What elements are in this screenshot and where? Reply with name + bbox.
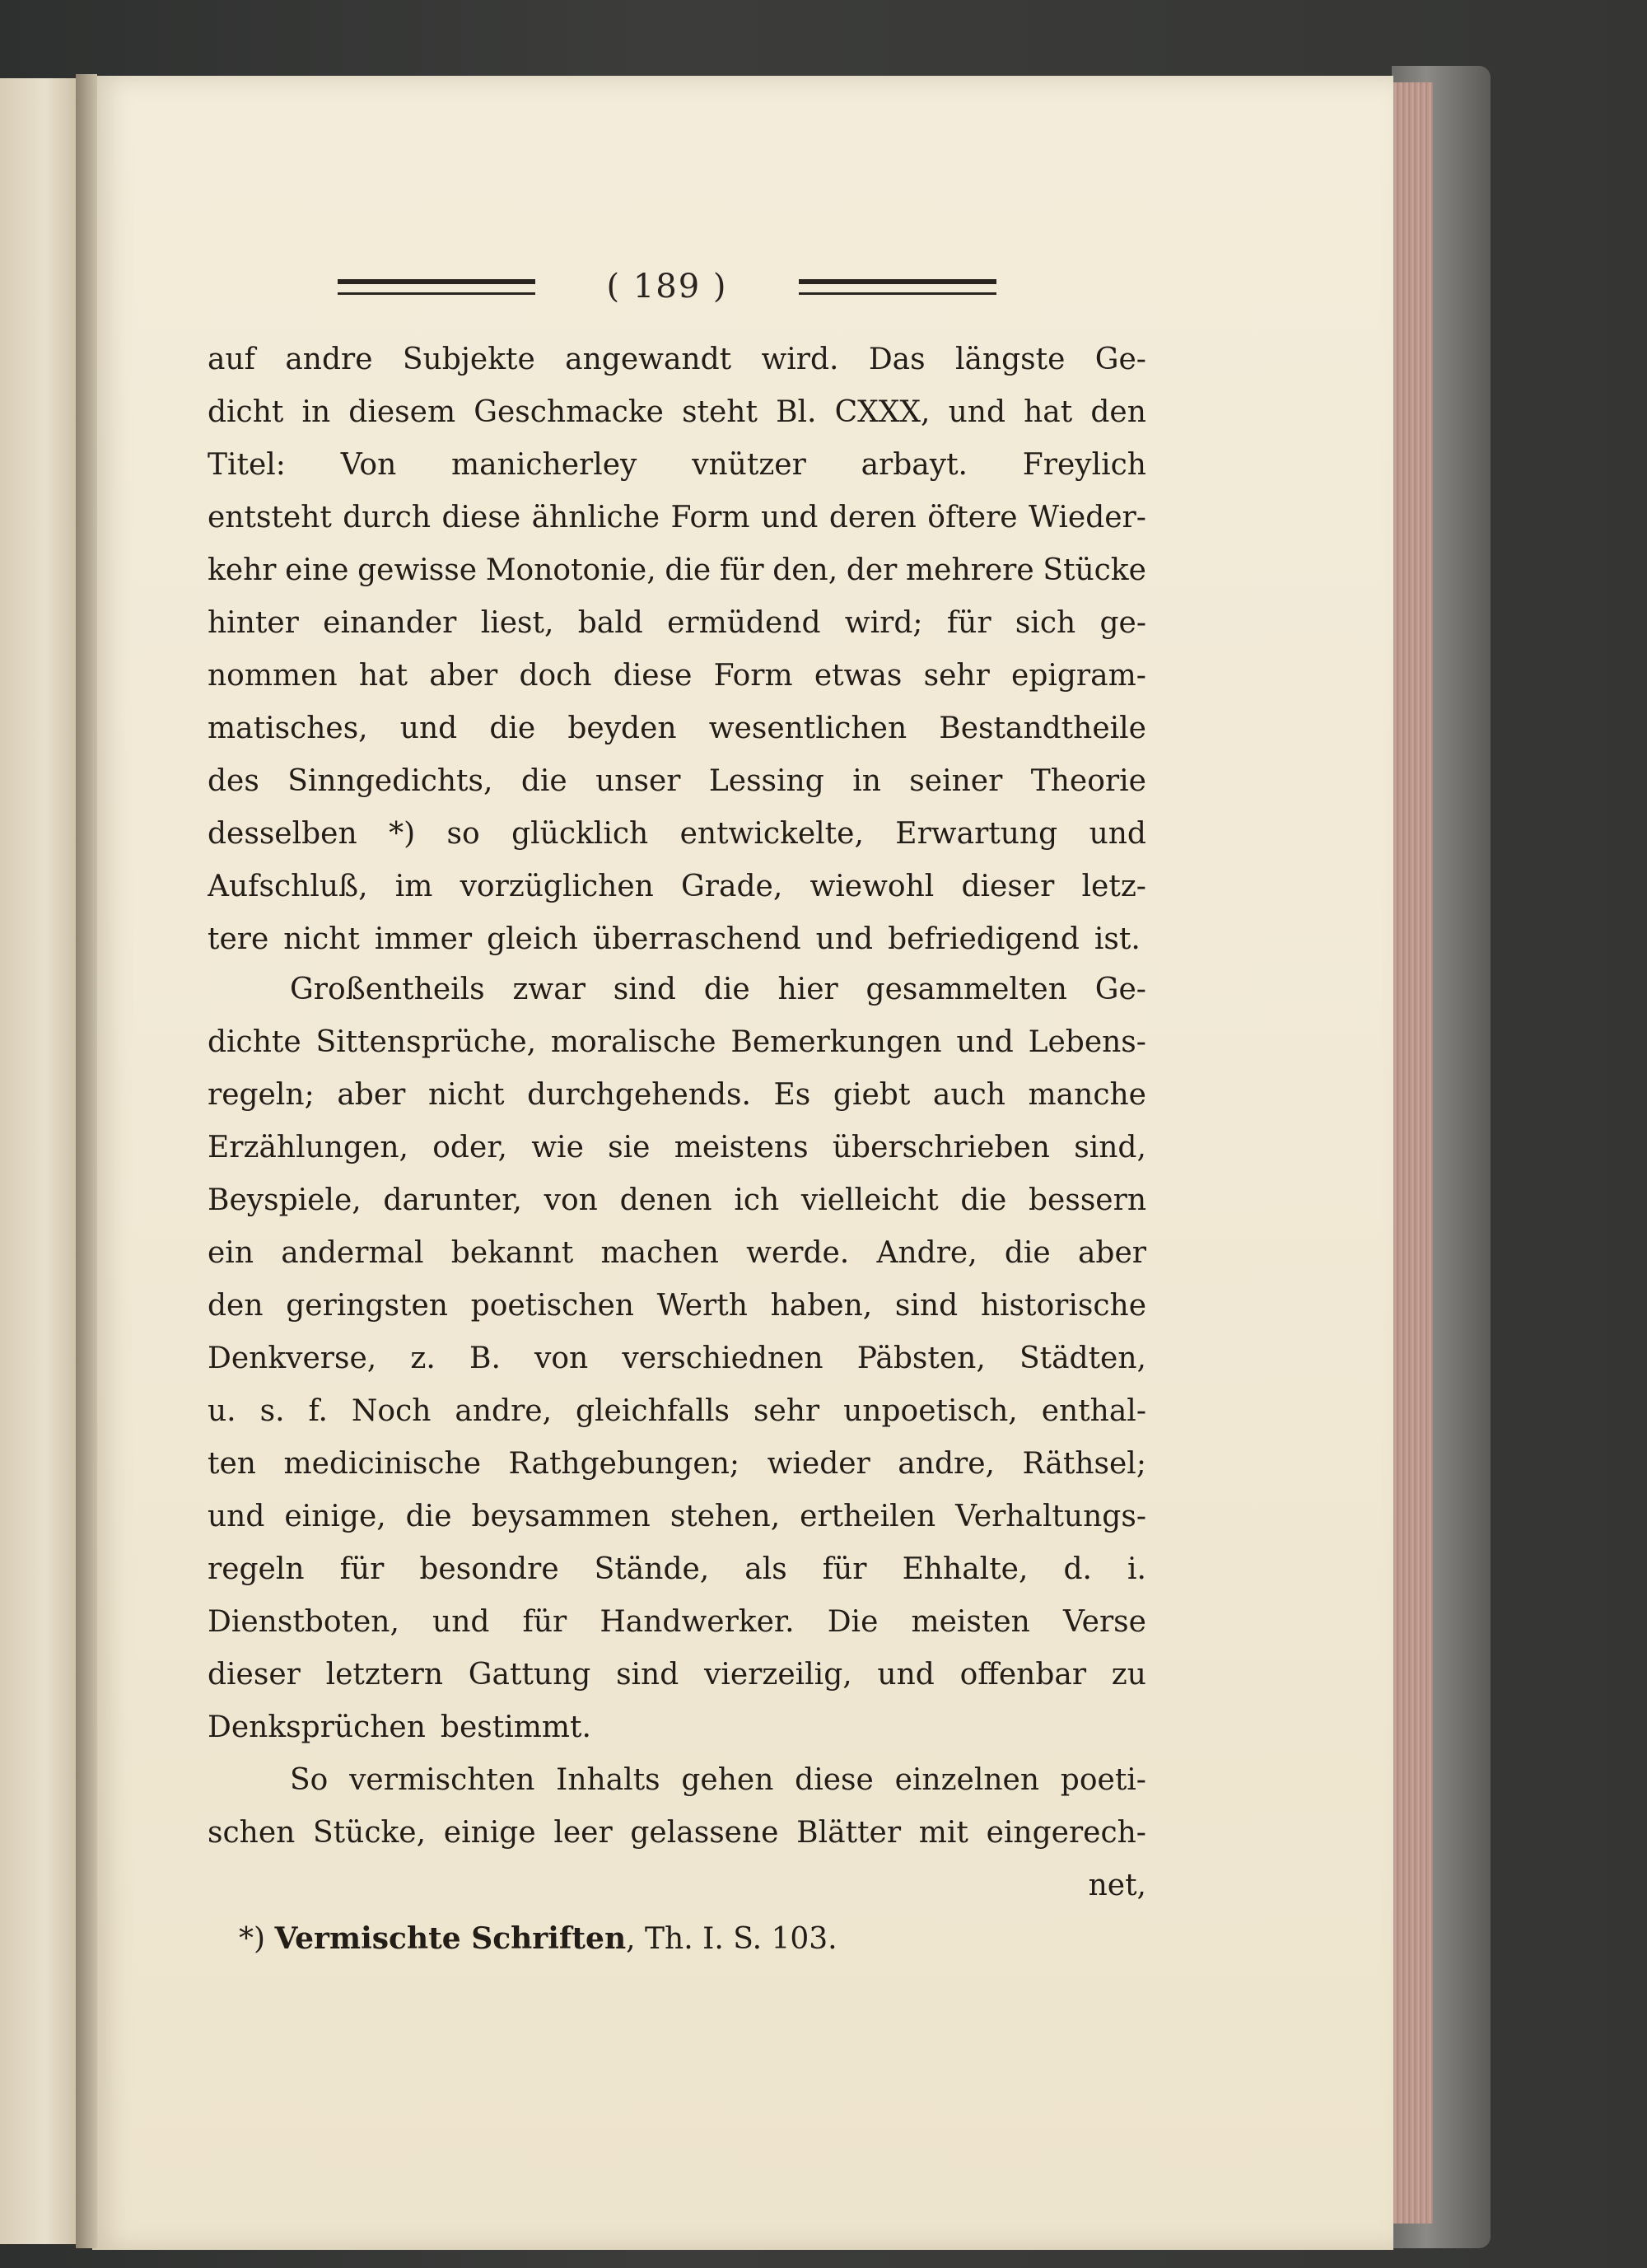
text-line: Großentheils zwar sind die hier gesammelten Ge- (290, 973, 1146, 1006)
text-line: dieser letztern Gattung sind vierzeilig, und offenbar zu (208, 1658, 1146, 1692)
text-line: tere nicht immer gleich überraschend und befriedigend ist. (208, 922, 1141, 956)
footnote (239, 1912, 837, 1965)
header-rule-right (799, 279, 996, 295)
text-line: dichte Sittensprüche, moralische Bemerkungen und Lebens- (208, 1025, 1146, 1059)
text-line: des Sinngedichts, die unser Lessing in seiner Theorie (208, 764, 1146, 798)
page-number: ( 189 ) (606, 268, 728, 306)
text-line: ein andermal bekannt machen werde. Andre, die aber (208, 1236, 1146, 1270)
book-gutter (76, 74, 97, 2248)
paragraph (208, 1754, 1146, 1860)
text-line: hinter einander liest, bald ermüdend wird; für sich ge- (208, 606, 1146, 640)
text-line: Erzählungen, oder, wie sie meistens überschrieben sind, (208, 1131, 1146, 1164)
running-header (338, 262, 996, 311)
text-line: entsteht durch diese ähnliche Form und deren öftere Wieder- (208, 501, 1146, 534)
text-line: den geringsten poetischen Werth haben, sind historische (208, 1289, 1146, 1323)
text-line: Aufschluß, im vorzüglichen Grade, wiewohl dieser letz- (208, 870, 1146, 903)
text-line: desselben *) so glücklich entwickelte, Erwartung und (208, 817, 1146, 851)
text-line: ten medicinische Rathgebungen; wieder andre, Räthsel; (208, 1447, 1146, 1481)
text-line: auf andre Subjekte angewandt wird. Das längste Ge- (208, 343, 1146, 376)
text-line: schen Stücke, einige leer gelassene Blätter mit eingerech- (208, 1816, 1146, 1850)
footnote-reference: , Th. I. S. 103. (626, 1922, 837, 1956)
text-line: regeln; aber nicht durchgehends. Es giebt auch manche (208, 1078, 1146, 1112)
paragraph (208, 964, 1146, 1754)
paragraph (208, 334, 1146, 966)
text-line: dicht in diesem Geschmacke steht Bl. CXXX, und hat den (208, 395, 1146, 429)
text-line: regeln für besondre Stände, als für Ehhalte, d. i. (208, 1552, 1146, 1586)
footnote-title: Vermischte Schriften (274, 1921, 627, 1956)
text-line: Dienstboten, und für Handwerker. Die meisten Verse (208, 1605, 1146, 1639)
text-line: So vermischten Inhalts gehen diese einzelnen poeti- (290, 1763, 1146, 1797)
text-line: und einige, die beysammen stehen, ertheilen Verhaltungs- (208, 1500, 1146, 1533)
text-line: kehr eine gewisse Monotonie, die für den, der mehrere Stücke (208, 553, 1146, 587)
text-line: Beyspiele, darunter, von denen ich vielleicht die bessern (208, 1183, 1146, 1217)
text-line: Denksprüchen bestimmt. (208, 1710, 591, 1744)
text-line: Titel: Von manicherley vnützer arbayt. Freylich (208, 448, 1146, 482)
page-edges (1392, 82, 1433, 2224)
footnote-marker: *) (239, 1922, 266, 1956)
facing-page-edge (0, 78, 77, 2244)
catchword: net, (1088, 1869, 1146, 1902)
text-line: u. s. f. Noch andre, gleichfalls sehr unpoetisch, enthal- (208, 1394, 1146, 1428)
text-line: matisches, und die beyden wesentlichen Bestandtheile (208, 712, 1146, 745)
text-line: Denkverse, z. B. von verschiednen Päbsten, Städten, (208, 1342, 1146, 1375)
text-line: nommen hat aber doch diese Form etwas sehr epigram- (208, 659, 1146, 693)
catchword-block (208, 1860, 1146, 1912)
header-rule-left (338, 279, 535, 295)
